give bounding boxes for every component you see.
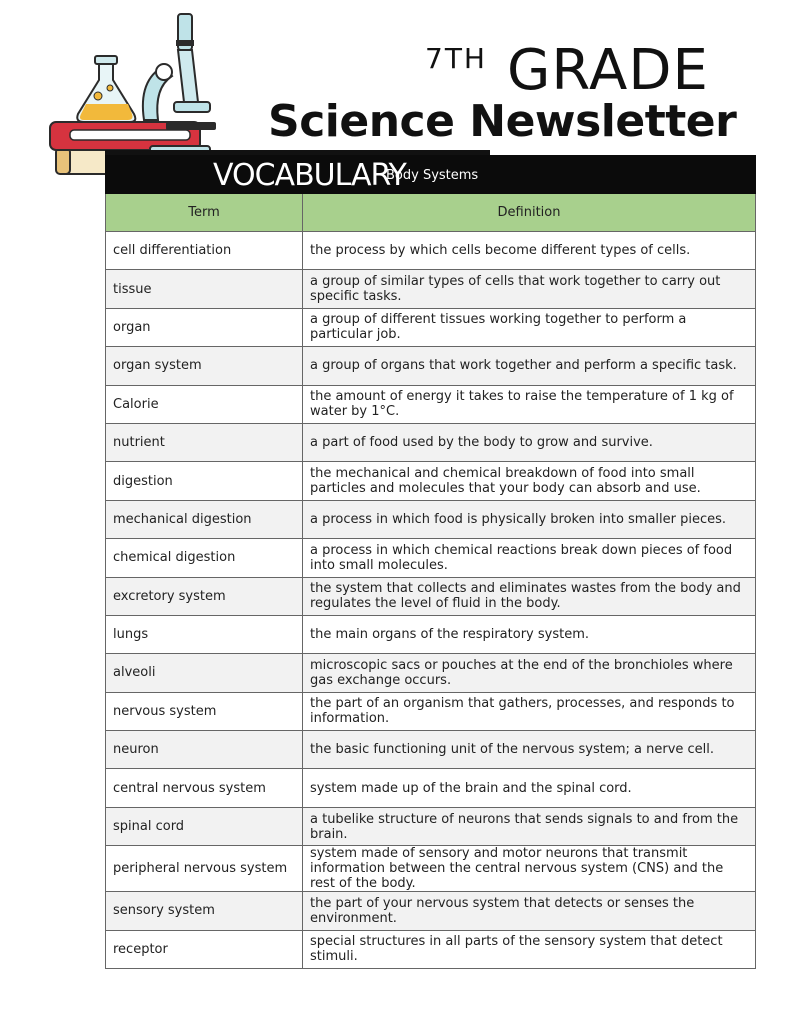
definition-cell: microscopic sacs or pouches at the end of the bronchioles where gas exchange occurs. (303, 654, 756, 692)
definition-cell: a group of similar types of cells that work together to carry out specific tasks. (303, 270, 756, 308)
table-caption-row (106, 156, 756, 194)
term-cell: receptor (106, 930, 303, 968)
term-cell: digestion (106, 462, 303, 500)
table-row (106, 846, 756, 892)
table-row (106, 347, 756, 385)
definition-cell: a part of food used by the body to grow and survive. (303, 423, 756, 461)
term-cell: central nervous system (106, 769, 303, 807)
term-cell: nutrient (106, 423, 303, 461)
grade-word: GRADE (507, 38, 709, 103)
table-row (106, 892, 756, 930)
table-row (106, 577, 756, 615)
term-cell: tissue (106, 270, 303, 308)
definition-cell: the part of an organism that gathers, processes, and responds to information. (303, 692, 756, 730)
newsletter-title: Science Newsletter (268, 96, 737, 147)
term-cell: chemical digestion (106, 539, 303, 577)
vocabulary-heading: VOCABULARY (213, 158, 406, 193)
term-cell: spinal cord (106, 807, 303, 845)
table-row (106, 807, 756, 845)
column-header-term: Term (106, 194, 303, 232)
table-row (106, 615, 756, 653)
table-row (106, 270, 756, 308)
table-row (106, 539, 756, 577)
definition-cell: the basic functioning unit of the nervous system; a nerve cell. (303, 731, 756, 769)
flask-icon (77, 56, 135, 122)
term-cell: lungs (106, 615, 303, 653)
definition-cell: system made up of the brain and the spinal cord. (303, 769, 756, 807)
term-cell: excretory system (106, 577, 303, 615)
definition-cell: the process by which cells become different types of cells. (303, 232, 756, 270)
term-cell: sensory system (106, 892, 303, 930)
section-subtitle: Body Systems (386, 168, 479, 183)
definition-cell: a group of different tissues working together to perform a particular job. (303, 308, 756, 346)
definition-cell: special structures in all parts of the sensory system that detect stimuli. (303, 930, 756, 968)
term-cell: cell differentiation (106, 232, 303, 270)
table-row (106, 769, 756, 807)
definition-cell: a tubelike structure of neurons that sends signals to and from the brain. (303, 807, 756, 845)
term-cell: mechanical digestion (106, 500, 303, 538)
table-row (106, 385, 756, 423)
grade-number: 7TH (425, 42, 487, 75)
table-row (106, 654, 756, 692)
definition-cell: the system that collects and eliminates wastes from the body and regulates the level of fluid in the body. (303, 577, 756, 615)
term-cell: neuron (106, 731, 303, 769)
definition-cell: the main organs of the respiratory system. (303, 615, 756, 653)
definition-cell: the part of your nervous system that detects or senses the environment. (303, 892, 756, 930)
definition-cell: a group of organs that work together and perform a specific task. (303, 347, 756, 385)
table-row (106, 930, 756, 968)
table-row (106, 692, 756, 730)
vocabulary-table (105, 155, 756, 969)
term-cell: Calorie (106, 385, 303, 423)
term-cell: nervous system (106, 692, 303, 730)
table-header-row (106, 194, 756, 232)
definition-cell: a process in which food is physically broken into smaller pieces. (303, 500, 756, 538)
definition-cell: the mechanical and chemical breakdown of food into small particles and molecules that your body can absorb and use. (303, 462, 756, 500)
definition-cell: a process in which chemical reactions break down pieces of food into small molecules. (303, 539, 756, 577)
definition-cell: the amount of energy it takes to raise the temperature of 1 kg of water by 1°C. (303, 385, 756, 423)
definition-cell: system made of sensory and motor neurons that transmit information between the central nervous system (CNS) and the rest of the body. (303, 846, 756, 892)
table-row (106, 423, 756, 461)
table-row (106, 308, 756, 346)
column-header-definition: Definition (303, 194, 756, 232)
table-row (106, 731, 756, 769)
table-row (106, 232, 756, 270)
term-cell: organ (106, 308, 303, 346)
term-cell: alveoli (106, 654, 303, 692)
table-row (106, 462, 756, 500)
term-cell: peripheral nervous system (106, 846, 303, 892)
table-row (106, 500, 756, 538)
term-cell: organ system (106, 347, 303, 385)
